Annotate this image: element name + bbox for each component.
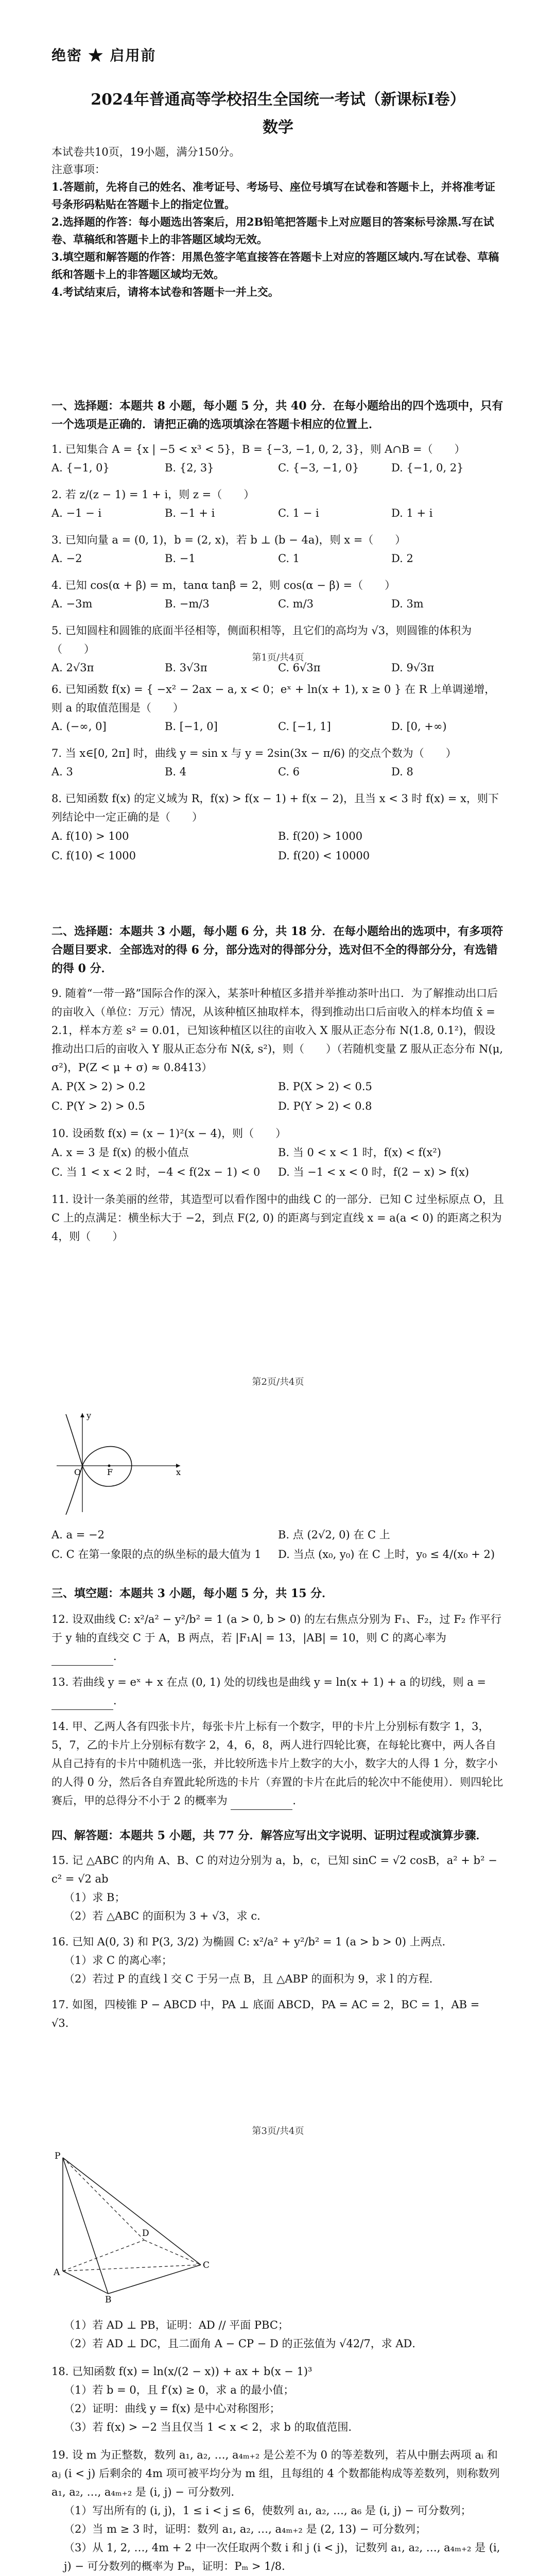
option-d: D. P(Y > 2) < 0.8 bbox=[278, 1100, 372, 1112]
question-stem: 3. 已知向量 a = (0, 1)，b = (2, x)，若 b ⊥ (b − 4a)，则 x =（ ） bbox=[51, 534, 406, 546]
section-4-head: 四、解答题：本题共 5 小题，共 77 分．解答应写出文字说明、证明过程或演算步骤． bbox=[51, 1829, 488, 1842]
option-d: D. 3m bbox=[391, 598, 424, 610]
section-1-continued bbox=[51, 680, 505, 866]
question-stem: 13. 若曲线 y = eˣ + x 在点 (0, 1) 处的切线也是曲线 y = ln(x + 1) + a 的切线，则 a = bbox=[51, 1676, 486, 1688]
question-18 bbox=[51, 2362, 505, 2436]
edge-dc bbox=[144, 2240, 201, 2265]
section-3 bbox=[51, 1584, 505, 1810]
option-c: C. f(10) < 1000 bbox=[51, 850, 136, 862]
question-stem: 6. 已知函数 f(x) = { −x² − 2ax − a, x < 0；eˣ + ln(x + 1), x ≥ 0 } 在 R 上单调递增，则 a 的取值范围是（ ） bbox=[51, 683, 496, 714]
point-f-label: F bbox=[107, 1467, 113, 1477]
question-14: 14. 甲、乙两人各有四张卡片，每张卡片上标有一个数字，甲的卡片上分别标有数字 1，3，5，7，乙的卡片上分别标有数字 2，4，6，8，两人进行四轮比赛，在每轮比赛中，两人各自从自己持有的卡片中随机选一张，并比较所选卡片上数字的大小，数字大的人得 1 分，数字小的人得 0 分，然后各自弃置此轮所选的卡片（弃置的卡片在此后的轮次中不能使用）．则四轮比赛后，甲的总得分不小于 2 的概率为 ． bbox=[51, 1717, 505, 1810]
option-d: D. f(20) < 10000 bbox=[278, 850, 370, 862]
option-c: C. 当 1 < x < 2 时，−4 < f(2x − 1) < 0 bbox=[51, 1166, 260, 1178]
edge-bc bbox=[108, 2265, 201, 2294]
option-b: B. 3√3π bbox=[165, 662, 207, 674]
question-options bbox=[51, 595, 505, 613]
question-stem: 10. 设函数 f(x) = (x − 1)²(x − 4)，则（ ） bbox=[51, 1127, 287, 1140]
question-8 bbox=[51, 789, 505, 866]
question-options bbox=[51, 717, 505, 736]
question-options bbox=[51, 549, 505, 568]
option-b: B. [−1, 0] bbox=[165, 720, 218, 733]
edge-pb bbox=[63, 2158, 108, 2294]
option-a: A. {−1, 0} bbox=[51, 462, 110, 474]
option-b: B. −m/3 bbox=[165, 598, 210, 610]
question-15 bbox=[51, 1851, 505, 1925]
exam-title: 2024年普通高等学校招生全国统一考试（新课标Ⅰ卷） bbox=[91, 91, 465, 109]
option-a: A. −1 − i bbox=[51, 507, 102, 519]
vertex-c-label: C bbox=[203, 2260, 210, 2270]
question-13: 13. 若曲线 y = eˣ + x 在点 (0, 1) 处的切线也是曲线 y = ln(x + 1) + a 的切线，则 a = ． bbox=[51, 1673, 505, 1710]
secret-mark: 绝密 ★ 启用前 bbox=[51, 47, 157, 64]
option-a: A. 3 bbox=[51, 766, 73, 778]
option-c: C. P(Y > 2) > 0.5 bbox=[51, 1100, 145, 1112]
subject-title: 数学 bbox=[263, 118, 293, 137]
page-footer: 第3页/共4页 bbox=[252, 2126, 304, 2137]
q17-pyramid-figure bbox=[51, 2148, 211, 2303]
question-stem: 2. 若 z/(z − 1) = 1 + i，则 z =（ ） bbox=[51, 488, 255, 501]
question-2 bbox=[51, 485, 505, 522]
section-2-head: 二、选择题：本题共 3 小题，每小题 6 分，共 18 分．在每小题给出的选项中，有多项符合题目要求．全部选对的得 6 分，部分选对的得部分分，选对但不全的得部分分，有选错的得 0 分． bbox=[51, 925, 503, 975]
option-a: A. (−∞, 0] bbox=[51, 720, 107, 733]
question-10 bbox=[51, 1124, 505, 1182]
option-b: B. −1 bbox=[165, 552, 196, 565]
question-part: （1）求 B； bbox=[64, 1891, 126, 1904]
question-1 bbox=[51, 440, 505, 477]
option-d: D. [0, +∞) bbox=[391, 720, 447, 733]
option-b: B. 当 0 < x < 1 时，f(x) < f(x²) bbox=[278, 1146, 441, 1159]
option-d: D. 1 + i bbox=[391, 507, 433, 519]
option-c: C. 6√3π bbox=[278, 662, 321, 674]
section-4 bbox=[51, 1826, 505, 2032]
edge-pd bbox=[63, 2158, 144, 2240]
vertex-b-label: B bbox=[105, 2295, 112, 2303]
origin-label: O bbox=[74, 1467, 81, 1477]
notice-item: 4.考试结束后，请将本试卷和答题卡一并上交。 bbox=[51, 285, 279, 298]
page-footer: 第1页/共4页 bbox=[252, 652, 304, 663]
question-4 bbox=[51, 576, 505, 613]
option-c: C. C 在第一象限的点的纵坐标的最大值为 1 bbox=[51, 1548, 262, 1561]
question-part: （1）求 C 的离心率； bbox=[64, 1954, 172, 1967]
option-a: A. f(10) > 100 bbox=[51, 830, 129, 842]
axis-label-x: x bbox=[176, 1467, 181, 1477]
edge-ad bbox=[63, 2240, 144, 2271]
question-options bbox=[51, 762, 505, 781]
question-7 bbox=[51, 744, 505, 781]
question-11-options bbox=[51, 1525, 505, 1564]
question-part: （1）写出所有的 (i, j)，1 ≤ i < j ≤ 6，使数列 a₁, a₂, …, a₆ 是 (i, j) − 可分数列； bbox=[64, 2504, 472, 2517]
option-c: C. 6 bbox=[278, 766, 300, 778]
y-axis-arrow bbox=[80, 1413, 84, 1417]
section-1 bbox=[51, 397, 505, 677]
exam-intro: 本试卷共10页，19小题，满分150分。 bbox=[51, 146, 240, 158]
section-1-head: 一、选择题：本题共 8 小题，每小题 5 分，共 40 分．在每小题给出的四个选项中，只有一个选项是正确的．请把正确的选项填涂在答题卡相应的位置上． bbox=[51, 399, 503, 431]
q11-curve-figure bbox=[51, 1409, 185, 1517]
axis-label-y: y bbox=[86, 1411, 92, 1420]
question-17-parts bbox=[51, 2316, 505, 2575]
edge-pc bbox=[63, 2158, 201, 2265]
vertex-d-label: D bbox=[142, 2228, 149, 2239]
page-footer: 第2页/共4页 bbox=[252, 1377, 304, 1387]
option-d: D. 当 −1 < x < 0 时，f(2 − x) > f(x) bbox=[278, 1166, 470, 1178]
section-2 bbox=[51, 922, 505, 1246]
notice-item: 3.填空题和解答题的作答：用黑色签字笔直接答在答题卡上对应的答题区域内.写在试卷、草稿纸和答题卡上的非答题区域均无效。 bbox=[51, 250, 499, 281]
point-f bbox=[108, 1465, 111, 1467]
edge-ac bbox=[63, 2265, 201, 2271]
question-17 bbox=[51, 1995, 505, 2032]
question-19 bbox=[51, 2446, 505, 2575]
question-stem: 11. 设计一条美丽的丝带，其造型可以看作图中的曲线 C 的一部分．已知 C 过坐标原点 O，且 C 上的点满足：横坐标大于 −2，到点 F(2, 0) 的距离与到定直线 x = a(a < 0) 的距离之积为 4，则（ ） bbox=[51, 1193, 504, 1243]
option-a: A. −2 bbox=[51, 552, 82, 565]
notice-item: 2.选择题的作答：每小题选出答案后，用2B铅笔把答题卡上对应题目的答案标号涂黑.写在试卷、草稿纸和答题卡上的非答题区域均无效。 bbox=[51, 215, 494, 246]
option-d: D. 2 bbox=[391, 552, 413, 565]
question-options bbox=[51, 459, 505, 477]
option-c: C. 1 bbox=[278, 552, 300, 565]
vertex-p-label: P bbox=[55, 2151, 61, 2161]
option-d: D. 当点 (x₀, y₀) 在 C 上时，y₀ ≤ 4/(x₀ + 2) bbox=[278, 1548, 495, 1561]
question-options bbox=[51, 826, 505, 866]
question-stem: 8. 已知函数 f(x) 的定义域为 R，f(x) > f(x − 1) + f(x − 2)，且当 x < 3 时 f(x) = x，则下列结论中一定正确的是（ ） bbox=[51, 792, 499, 823]
option-b: B. P(X > 2) < 0.5 bbox=[278, 1080, 372, 1093]
question-stem: 1. 已知集合 A = {x | −5 < x³ < 5}，B = {−3, −1, 0, 2, 3}，则 A∩B =（ ） bbox=[51, 443, 465, 455]
option-b: B. {2, 3} bbox=[165, 462, 214, 474]
answer-blank[interactable] bbox=[51, 1654, 113, 1666]
vertex-a-label: A bbox=[54, 2267, 60, 2278]
question-5 bbox=[51, 621, 505, 677]
question-part: （1）若 b = 0，且 f′(x) ≥ 0，求 a 的最小值； bbox=[64, 2384, 294, 2396]
question-part: （2）若 AD ⊥ DC，且二面角 A − CP − D 的正弦值为 √42/7，求 AD． bbox=[64, 2337, 423, 2350]
question-part: （2）若过 P 的直线 l 交 C 于另一点 B，且 △ABP 的面积为 9，求 l 的方程． bbox=[64, 1973, 440, 1985]
curve-branch bbox=[66, 1414, 82, 1515]
exam-notice bbox=[51, 143, 505, 301]
question-stem: 5. 已知圆柱和圆锥的底面半径相等，侧面积相等，且它们的高均为 √3，则圆锥的体积为（ ） bbox=[51, 624, 472, 655]
question-part: （2）当 m ≥ 3 时，证明：数列 a₁, a₂, …, a₄ₘ₊₂ 是 (2, 13) − 可分数列； bbox=[64, 2523, 426, 2535]
question-stem: 9. 随着“一带一路”国际合作的深入，某茶叶种植区多措并举推动茶叶出口．为了解推动出口后的亩收入（单位：万元）情况，从该种植区抽取样本，得到推动出口后亩收入的样本均值 x̄ = 2.1，样本方差 s² = 0.01，已知该种植区以往的亩收入 X 服从正态分布 N(1.8, 0.1²)，假设推动出口后的亩收入 Y 服从正态分布 N(x̄, s²)，则（ ）（若随机变量 Z 服从正态分布 N(μ, σ²)，P(Z < μ + σ) ≈ 0.8413） bbox=[51, 987, 503, 1074]
option-d: D. {−1, 0, 2} bbox=[391, 462, 464, 474]
question-options bbox=[51, 1143, 505, 1182]
question-options bbox=[51, 1525, 505, 1564]
option-a: A. x = 3 是 f(x) 的极小值点 bbox=[51, 1146, 189, 1159]
option-b: B. 点 (2√2, 0) 在 C 上 bbox=[278, 1529, 390, 1541]
question-9 bbox=[51, 984, 505, 1116]
question-stem: 7. 当 x∈[0, 2π] 时，曲线 y = sin x 与 y = 2sin(3x − π/6) 的交点个数为（ ） bbox=[51, 747, 457, 759]
notice-title: 注意事项： bbox=[51, 163, 106, 176]
option-d: D. 8 bbox=[391, 766, 413, 778]
section-3-head: 三、填空题：本题共 3 小题，每小题 5 分，共 15 分． bbox=[51, 1587, 334, 1600]
option-c: C. [−1, 1] bbox=[278, 720, 331, 733]
option-d: D. 9√3π bbox=[391, 662, 435, 674]
option-a: A. a = −2 bbox=[51, 1529, 105, 1541]
option-c: C. {−3, −1, 0} bbox=[278, 462, 359, 474]
question-6 bbox=[51, 680, 505, 736]
option-a: A. 2√3π bbox=[51, 662, 94, 674]
question-stem: 19. 设 m 为正整数，数列 a₁, a₂, …, a₄ₘ₊₂ 是公差不为 0 的等差数列，若从中删去两项 aᵢ 和 aⱼ (i < j) 后剩余的 4m 项可被平均分为 m 组，且每组的 4 个数都能构成等差数列，则称数列 a₁, a₂, …, a₄ₘ₊₂ 是 (i, j) − 可分数列． bbox=[51, 2449, 500, 2498]
answer-blank[interactable] bbox=[231, 1798, 292, 1810]
question-part: （3）从 1, 2, …, 4m + 2 中一次任取两个数 i 和 j (i < j)，记数列 a₁, a₂, …, a₄ₘ₊₂ 是 (i, j) − 可分数列的概率为 Pₘ，证明：Pₘ > 1/8． bbox=[64, 2541, 500, 2572]
question-stem: 15. 记 △ABC 的内角 A、B、C 的对边分别为 a，b，c，已知 sinC = √2 cosB，a² + b² − c² = √2 ab bbox=[51, 1854, 497, 1885]
curve-loop bbox=[82, 1447, 132, 1486]
answer-blank[interactable] bbox=[51, 1698, 113, 1710]
option-b: B. −1 + i bbox=[165, 507, 215, 519]
question-stem: 18. 已知函数 f(x) = ln(x/(2 − x)) + ax + b(x − 1)³ bbox=[51, 2365, 312, 2378]
question-part: （1）若 AD ⊥ PB，证明：AD // 平面 PBC； bbox=[64, 2319, 289, 2331]
question-11 bbox=[51, 1190, 505, 1246]
question-part: （3）若 f(x) > −2 当且仅当 1 < x < 2，求 b 的取值范围． bbox=[64, 2421, 359, 2433]
notice-item: 1.答题前，先将自己的姓名、准考证号、考场号、座位号填写在试卷和答题卡上，并将准考证号条形码粘贴在答题卡上的指定位置。 bbox=[51, 180, 495, 211]
option-a: A. P(X > 2) > 0.2 bbox=[51, 1080, 146, 1093]
question-16 bbox=[51, 1933, 505, 1988]
question-options bbox=[51, 1077, 505, 1116]
question-options bbox=[51, 504, 505, 522]
question-stem: 12. 设双曲线 C: x²/a² − y²/b² = 1 (a > 0, b > 0) 的左右焦点分别为 F₁、F₂，过 F₂ 作平行于 y 轴的直线交 C 于 A，B 两点，若 |F₁A| = 13，|AB| = 10，则 C 的离心率为 bbox=[51, 1613, 501, 1644]
question-stem: 17. 如图，四棱锥 P − ABCD 中，PA ⊥ 底面 ABCD，PA = AC = 2，BC = 1，AB = √3． bbox=[51, 1998, 480, 2029]
option-c: C. 1 − i bbox=[278, 507, 319, 519]
question-12: 12. 设双曲线 C: x²/a² − y²/b² = 1 (a > 0, b > 0) 的左右焦点分别为 F₁、F₂，过 F₂ 作平行于 y 轴的直线交 C 于 A，B 两点，若 |F₁A| = 13，|AB| = 10，则 C 的离心率为 ． bbox=[51, 1610, 505, 1666]
question-3 bbox=[51, 531, 505, 568]
question-stem: 14. 甲、乙两人各有四张卡片，每张卡片上标有一个数字，甲的卡片上分别标有数字 1，3，5，7，乙的卡片上分别标有数字 2，4，6，8，两人进行四轮比赛，在每轮比赛中，两人各自从自己持有的卡片中随机选一张，并比较所选卡片上数字的大小，数字大的人得 1 分，数字小的人得 0 分，然后各自弃置此轮所选的卡片（弃置的卡片在此后的轮次中不能使用）．则四轮比赛后，甲的总得分不小于 2 的概率为 bbox=[51, 1720, 503, 1807]
option-c: C. m/3 bbox=[278, 598, 314, 610]
option-b: B. f(20) > 1000 bbox=[278, 830, 363, 842]
question-stem: 16. 已知 A(0, 3) 和 P(3, 3/2) 为椭圆 C: x²/a² + y²/b² = 1 (a > b > 0) 上两点． bbox=[51, 1936, 453, 1948]
question-part: （2）证明：曲线 y = f(x) 是中心对称图形； bbox=[64, 2402, 281, 2415]
question-stem: 4. 已知 cos(α + β) = m，tanα tanβ = 2，则 cos(α − β) =（ ） bbox=[51, 579, 396, 591]
option-a: A. −3m bbox=[51, 598, 93, 610]
question-part: （2）若 △ABC 的面积为 3 + √3，求 c． bbox=[64, 1910, 268, 1922]
option-b: B. 4 bbox=[165, 766, 187, 778]
